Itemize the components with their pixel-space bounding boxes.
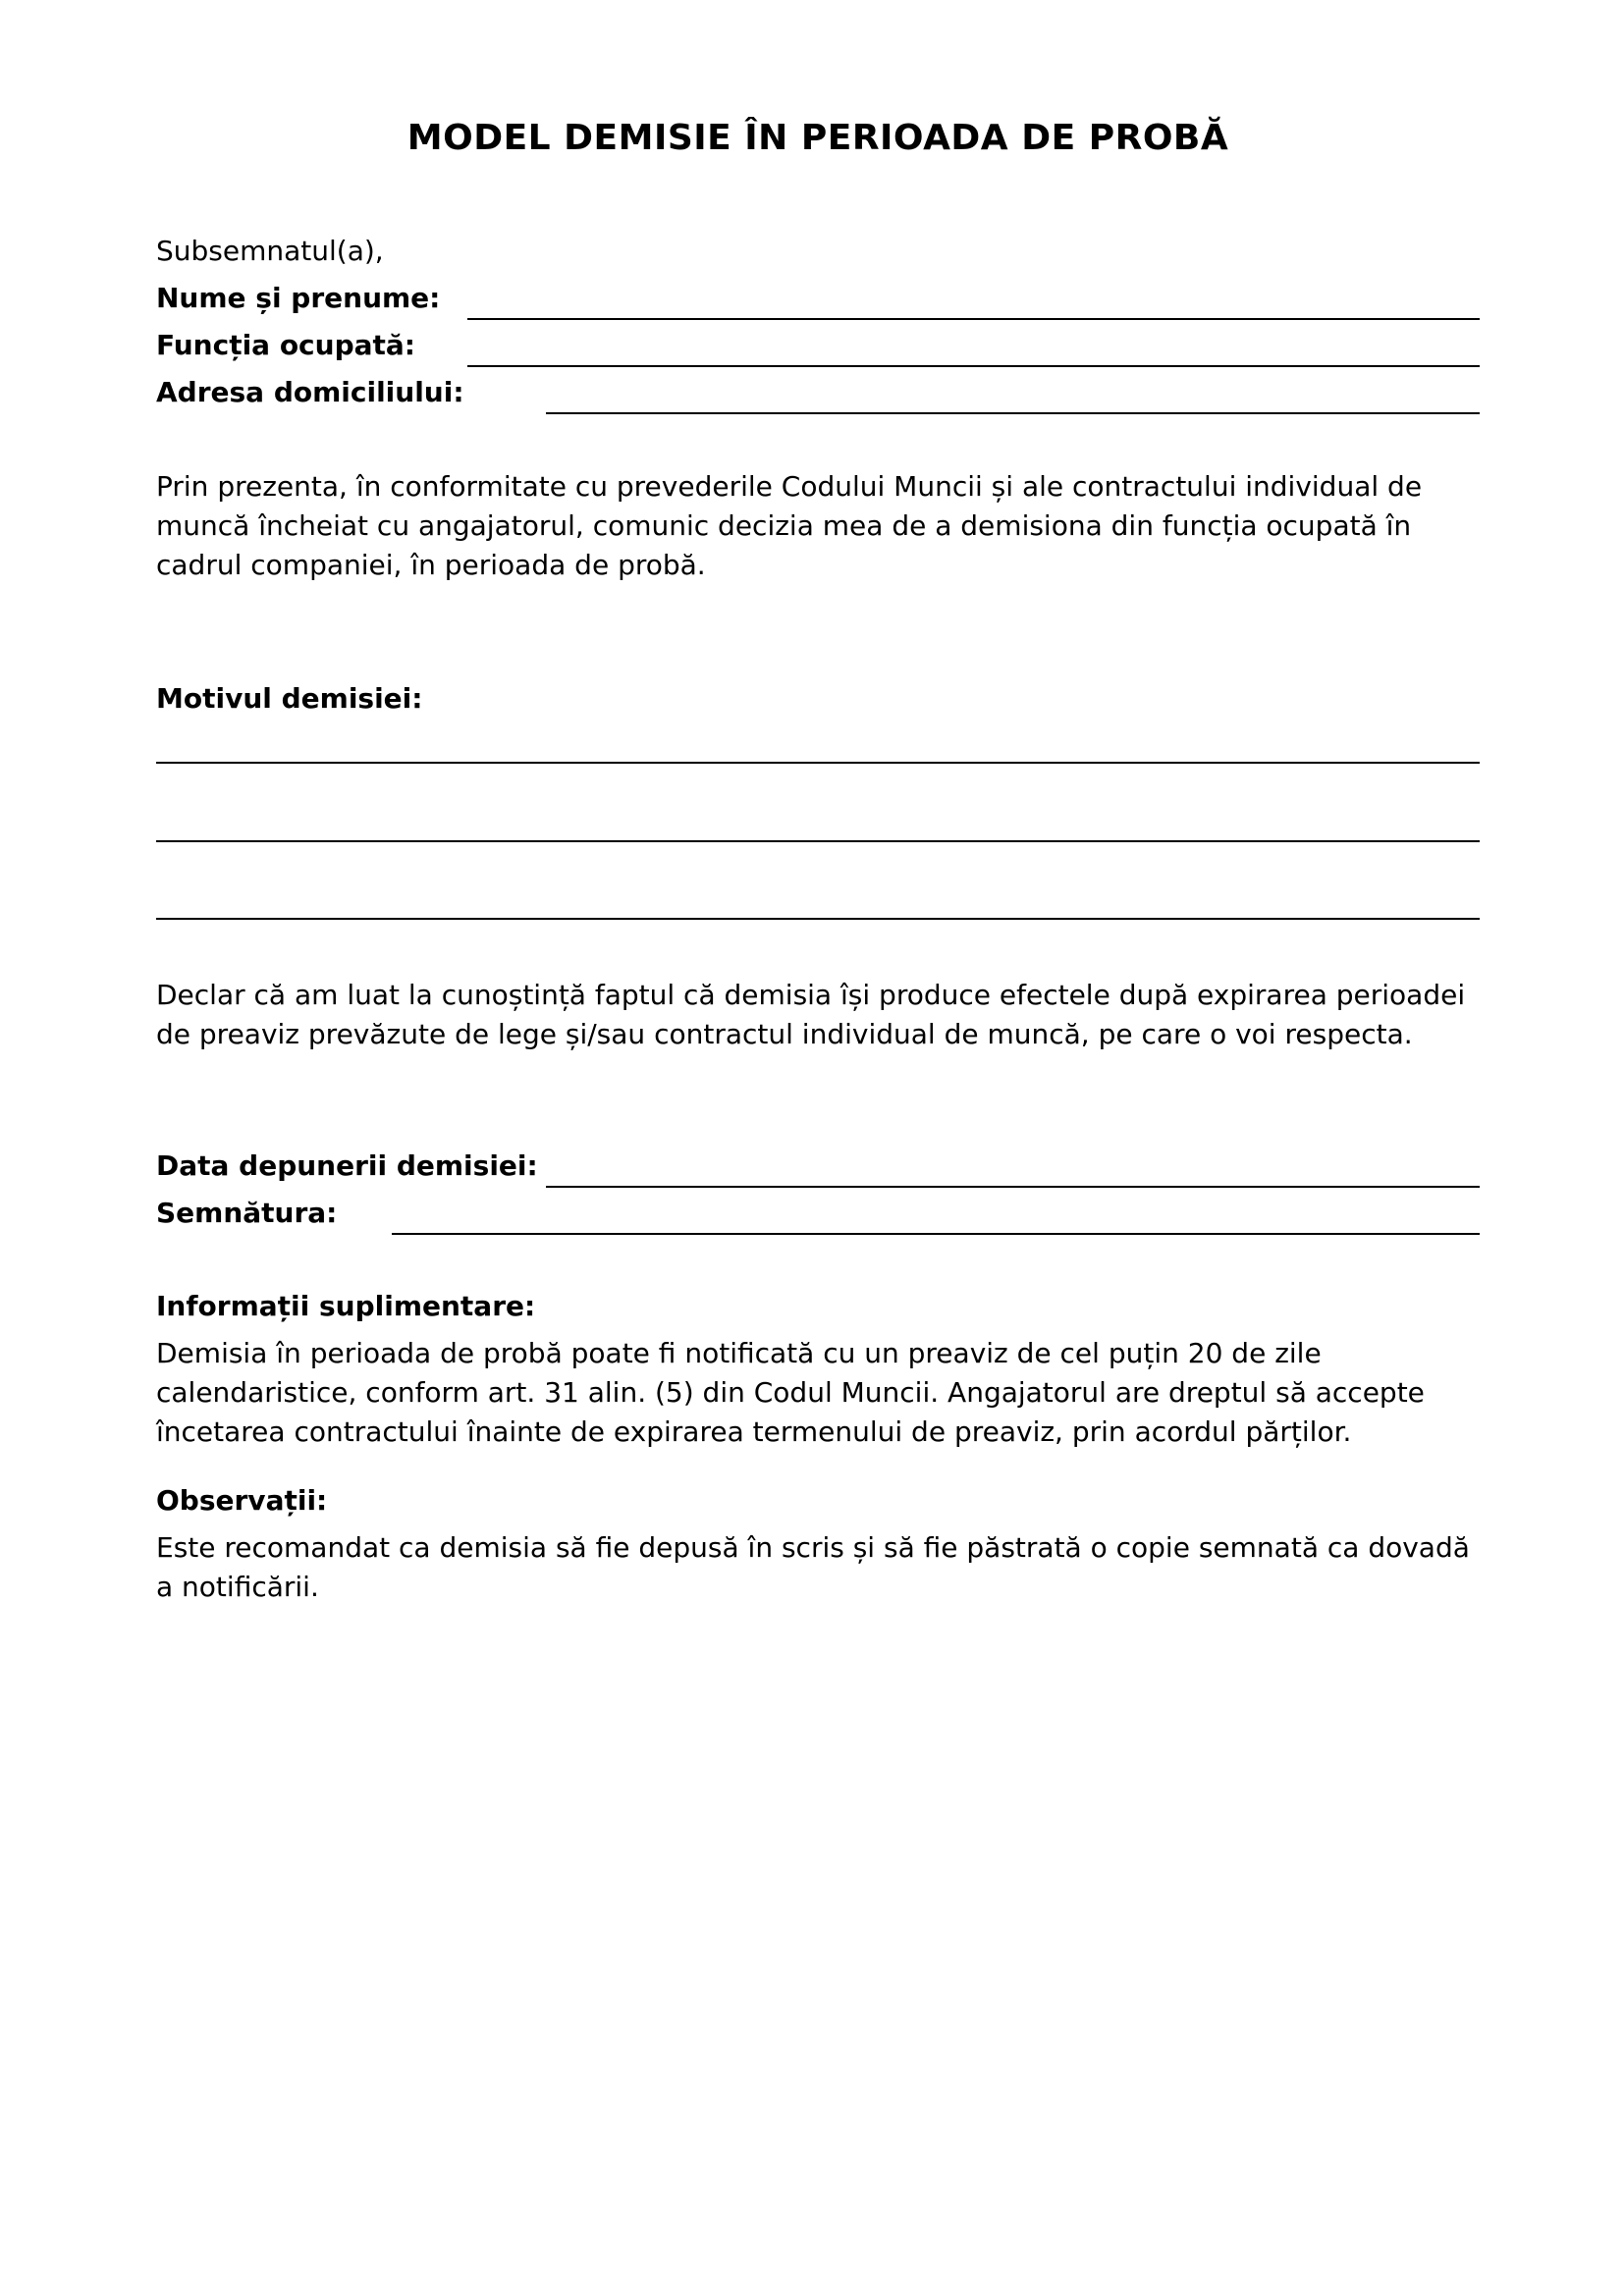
date-label: Data depunerii demisiei: xyxy=(156,1149,538,1182)
intro-text: Subsemnatul(a), xyxy=(156,235,384,267)
date-input-line[interactable] xyxy=(546,1186,1480,1188)
position-field xyxy=(156,326,1480,365)
name-label: Nume și prenume: xyxy=(156,282,441,314)
observations-label: Observații: xyxy=(156,1484,328,1517)
date-field xyxy=(156,1147,1480,1186)
reason-line-3[interactable] xyxy=(156,918,1480,920)
document-title: MODEL DEMISIE ÎN PERIOADA DE PROBĂ xyxy=(406,118,1229,158)
position-label: Funcția ocupată: xyxy=(156,329,416,361)
address-label: Adresa domiciliului: xyxy=(156,376,464,408)
name-input-line[interactable] xyxy=(467,318,1480,320)
address-field xyxy=(156,373,1480,412)
signature-input-line[interactable] xyxy=(392,1233,1480,1235)
statement-paragraph: Prin prezenta, în conformitate cu prevederile Codului Muncii și ale contractului individual de muncă încheiat cu angajatorul, comunic decizia mea de a demisiona din funcția ocupată în cadrul companiei, în perioada de probă. xyxy=(156,470,1423,581)
address-input-line[interactable] xyxy=(546,412,1480,414)
reason-line-2[interactable] xyxy=(156,840,1480,842)
name-field xyxy=(156,279,1480,318)
signature-field xyxy=(156,1194,1480,1233)
declaration-paragraph: Declar că am luat la cunoștință faptul că demisia își produce efectele după expirarea perioadei de preaviz prevăzute de lege și/sau contractul individual de muncă, pe care o voi respecta. xyxy=(156,979,1466,1050)
position-input-line[interactable] xyxy=(467,365,1480,367)
document-page xyxy=(156,0,1480,2296)
signature-label: Semnătura: xyxy=(156,1197,338,1229)
reason-line-1[interactable] xyxy=(156,762,1480,764)
additional-info-label: Informații suplimentare: xyxy=(156,1290,536,1322)
observations-paragraph: Este recomandat ca demisia să fie depusă în scris și să fie păstrată o copie semnată ca dovadă a notificării. xyxy=(156,1531,1470,1603)
reason-label: Motivul demisiei: xyxy=(156,682,423,715)
additional-info-paragraph: Demisia în perioada de probă poate fi notificată cu un preaviz de cel puțin 20 de zile calendaristice, conform art. 31 alin. (5) din Codul Muncii. Angajatorul are dreptul să accepte încetarea contractului înainte de expirarea termenului de preaviz, prin acordul părților. xyxy=(156,1337,1425,1448)
